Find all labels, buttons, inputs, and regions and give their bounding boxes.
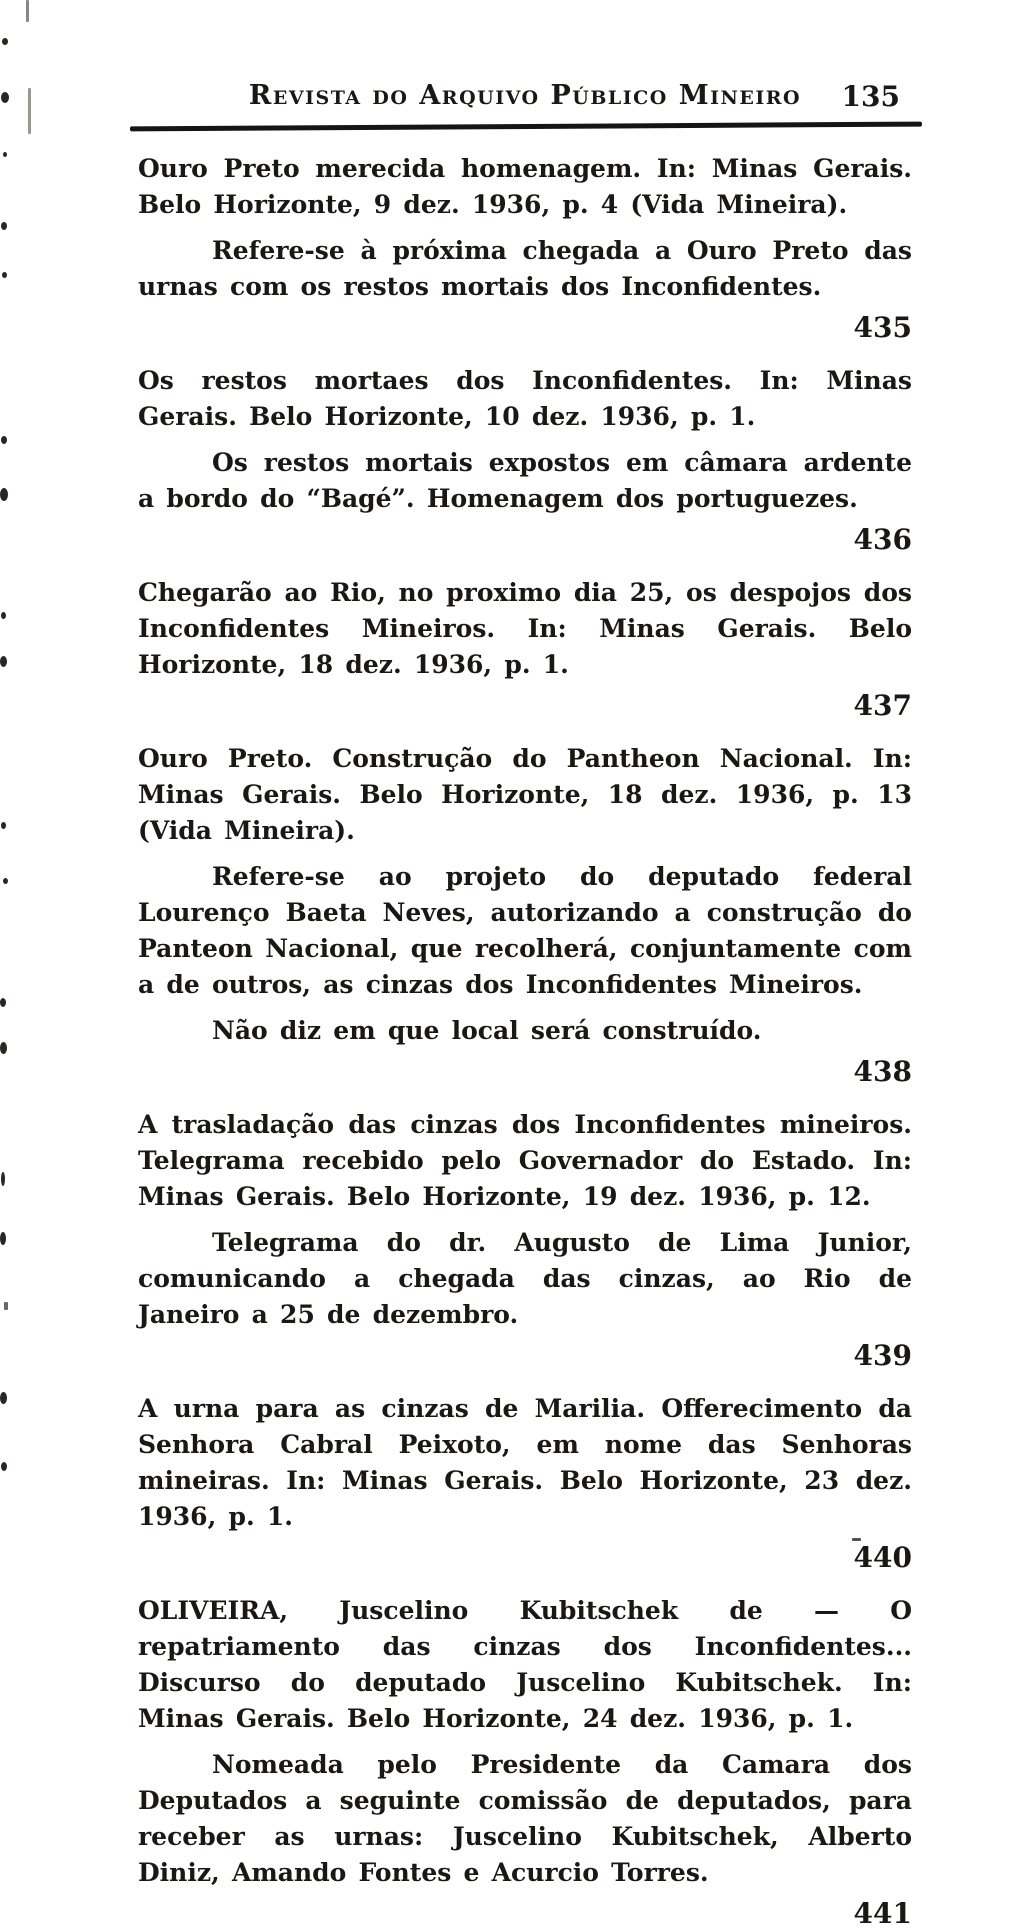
entry-note: Refere-se ao projeto do deputado federal Lourenço Baeta Neves, autorizando a construção do Panteon Nacional, que recolherá, conjuntamente com a de outros, as cinzas dos Inconfidentes Mineiros. (138, 862, 912, 999)
page-header (138, 80, 912, 114)
page-number: 135 (841, 80, 900, 113)
entry-number: 440 (853, 1541, 912, 1574)
bibliography-list (138, 151, 912, 1929)
header-rule (130, 122, 922, 132)
entry-citation: A trasladação das cinzas dos Inconfidentes mineiros. Telegrama recebido pelo Governador do Estado. In: Minas Gerais. Belo Horizonte, 19 dez. 1936, p. 12. (138, 1110, 912, 1211)
entry-citation: Ouro Preto. Construção do Pantheon Nacional. In: Minas Gerais. Belo Horizonte, 18 dez. 1936, p. 13 (Vida Mineira). (138, 744, 912, 845)
entry-number: 436 (853, 523, 912, 556)
entry-number: 441 (853, 1897, 912, 1930)
entry-number: 439 (853, 1339, 912, 1372)
entry-note: Refere-se à próxima chegada a Ouro Preto das urnas com os restos mortais dos Inconfidentes. (138, 236, 912, 301)
bibliography-entry (138, 741, 912, 1087)
entry-note: Telegrama do dr. Augusto de Lima Junior, comunicando a chegada das cinzas, ao Rio de Janeiro a 25 de dezembro. (138, 1228, 912, 1329)
journal-title: Revista do Arquivo Público Mineiro (248, 80, 802, 111)
entry-number: 435 (853, 311, 912, 344)
bibliography-entry (138, 1593, 912, 1929)
entry-citation: A urna para as cinzas de Marilia. Offerecimento da Senhora Cabral Peixoto, em nome das Senhoras mineiras. In: Minas Gerais. Belo Horizonte, 23 dez. 1936, p. 1. (138, 1394, 912, 1531)
entry-citation: Ouro Preto merecida homenagem. In: Minas Gerais. Belo Horizonte, 9 dez. 1936, p. 4 (Vida Mineira). (138, 154, 912, 219)
bibliography-entry (138, 363, 912, 555)
bibliography-entry (138, 151, 912, 343)
entry-number: 437 (853, 689, 912, 722)
entry-citation: Chegarão ao Rio, no proximo dia 25, os despojos dos Inconfidentes Mineiros. In: Minas Gerais. Belo Horizonte, 18 dez. 1936, p. 1. (138, 578, 912, 679)
entry-note: Os restos mortais expostos em câmara ardente a bordo do “Bagé”. Homenagem dos portuguezes. (138, 448, 912, 513)
entry-citation: Os restos mortaes dos Inconfidentes. In: Minas Gerais. Belo Horizonte, 10 dez. 1936, p. 1. (138, 366, 912, 431)
entry-citation: OLIVEIRA, Juscelino Kubitschek de — O repatriamento das cinzas dos Inconfidentes... Discurso do deputado Juscelino Kubitschek. In: Minas Gerais. Belo Horizonte, 24 dez. 1936, p. 1. (138, 1596, 912, 1733)
entry-note: Nomeada pelo Presidente da Camara dos Deputados a seguinte comissão de deputados, para receber as urnas: Juscelino Kubitschek, Alberto Diniz, Amando Fontes e Acurcio Torres. (138, 1750, 912, 1887)
bibliography-entry (138, 1391, 912, 1573)
entry-note: Não diz em que local será construído. (212, 1016, 762, 1045)
entry-number: 438 (853, 1055, 912, 1088)
bibliography-entry (138, 575, 912, 721)
bibliography-entry (138, 1107, 912, 1371)
